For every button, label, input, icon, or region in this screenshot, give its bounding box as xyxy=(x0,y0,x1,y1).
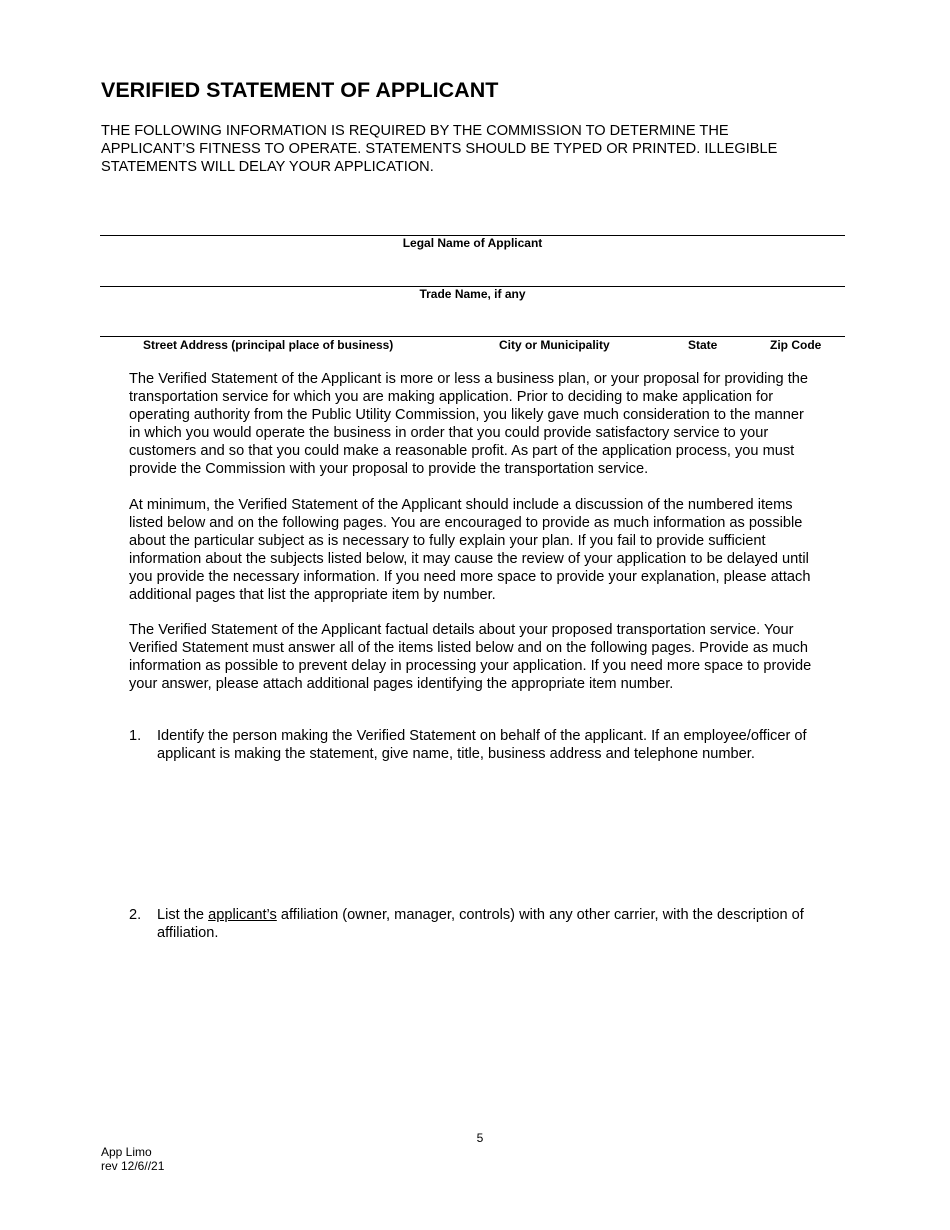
paragraph-line: your answer, please attach additional pages identifying the appropriate item number. xyxy=(129,676,674,692)
intro-line: STATEMENTS WILL DELAY YOUR APPLICATION. xyxy=(101,159,434,175)
paragraph-line: operating authority from the Public Utility Commission, you likely gave much consideration to the manner xyxy=(129,407,804,423)
address-line[interactable] xyxy=(100,336,845,337)
footer-form-name: App Limo xyxy=(101,1145,152,1159)
trade-name-label: Trade Name, if any xyxy=(419,287,526,301)
item-number: 2. xyxy=(129,907,142,923)
item-text-segment: List the xyxy=(157,907,209,923)
intro-line: THE FOLLOWING INFORMATION IS REQUIRED BY THE COMMISSION TO DETERMINE THE xyxy=(101,123,729,139)
legal-name-label: Legal Name of Applicant xyxy=(402,236,543,250)
instruction-paragraph xyxy=(129,496,874,604)
item-line: affiliation. xyxy=(157,925,219,941)
item-line: Identify the person making the Verified Statement on behalf of the applicant. If an employee/officer of xyxy=(157,728,807,744)
item-question xyxy=(157,727,877,763)
paragraph-line: At minimum, the Verified Statement of the Applicant should include a discussion of the numbered items xyxy=(129,497,793,513)
street-address-label: Street Address (principal place of business) xyxy=(143,338,394,352)
item-line: applicant is making the statement, give name, title, business address and telephone number. xyxy=(157,746,755,762)
footer-revision: rev 12/6//21 xyxy=(101,1159,165,1173)
paragraph-line: additional pages that list the appropriate item by number. xyxy=(129,587,496,603)
city-label: City or Municipality xyxy=(499,338,610,352)
paragraph-line: provide the Commission with your proposal to provide the transportation service. xyxy=(129,461,649,477)
paragraph-line: The Verified Statement of the Applicant is more or less a business plan, or your proposal for providing the xyxy=(129,371,808,387)
page-title: VERIFIED STATEMENT OF APPLICANT xyxy=(101,78,499,102)
item-question xyxy=(157,906,877,942)
instruction-paragraph xyxy=(129,370,874,478)
paragraph-line: information as possible to prevent delay in processing your application. If you need more space to provide xyxy=(129,658,812,674)
footer xyxy=(101,1145,164,1173)
paragraph-line: listed below and on the following pages. You are encouraged to provide as much information as possible xyxy=(129,515,803,531)
paragraph-line: information about the subjects listed below, it may cause the review of your application to be delayed until xyxy=(129,551,809,567)
paragraph-line: you provide the necessary information. If you need more space to provide your explanation, please attach xyxy=(129,569,811,585)
paragraph-line: customers and so that you could make a reasonable profit. As part of the application process, you must xyxy=(129,443,795,459)
page-number: 5 xyxy=(476,1131,484,1145)
paragraph-line: transportation service for which you are making application. Prior to deciding to make application for xyxy=(129,389,774,405)
underlined-term: applicant’s xyxy=(208,907,277,923)
item-number: 1. xyxy=(129,728,142,744)
paragraph-line: about the particular subject as is necessary to fully explain your plan. If you fail to provide sufficient xyxy=(129,533,766,549)
instruction-paragraph xyxy=(129,621,874,693)
paragraph-line: Verified Statement must answer all of the items listed below and on the following pages. Provide as much xyxy=(129,640,808,656)
state-label: State xyxy=(688,338,718,352)
paragraph-line: in which you would operate the business in order that you could provide satisfactory service to your xyxy=(129,425,769,441)
intro-text xyxy=(101,122,861,176)
intro-line: APPLICANT’S FITNESS TO OPERATE. STATEMENTS SHOULD BE TYPED OR PRINTED. ILLEGIBLE xyxy=(101,141,778,157)
item-text-segment: affiliation (owner, manager, controls) with any other carrier, with the description of xyxy=(276,907,804,923)
paragraph-line: The Verified Statement of the Applicant factual details about your proposed transportation service. Your xyxy=(129,622,794,638)
zip-code-label: Zip Code xyxy=(770,338,822,352)
item-line xyxy=(157,906,877,924)
